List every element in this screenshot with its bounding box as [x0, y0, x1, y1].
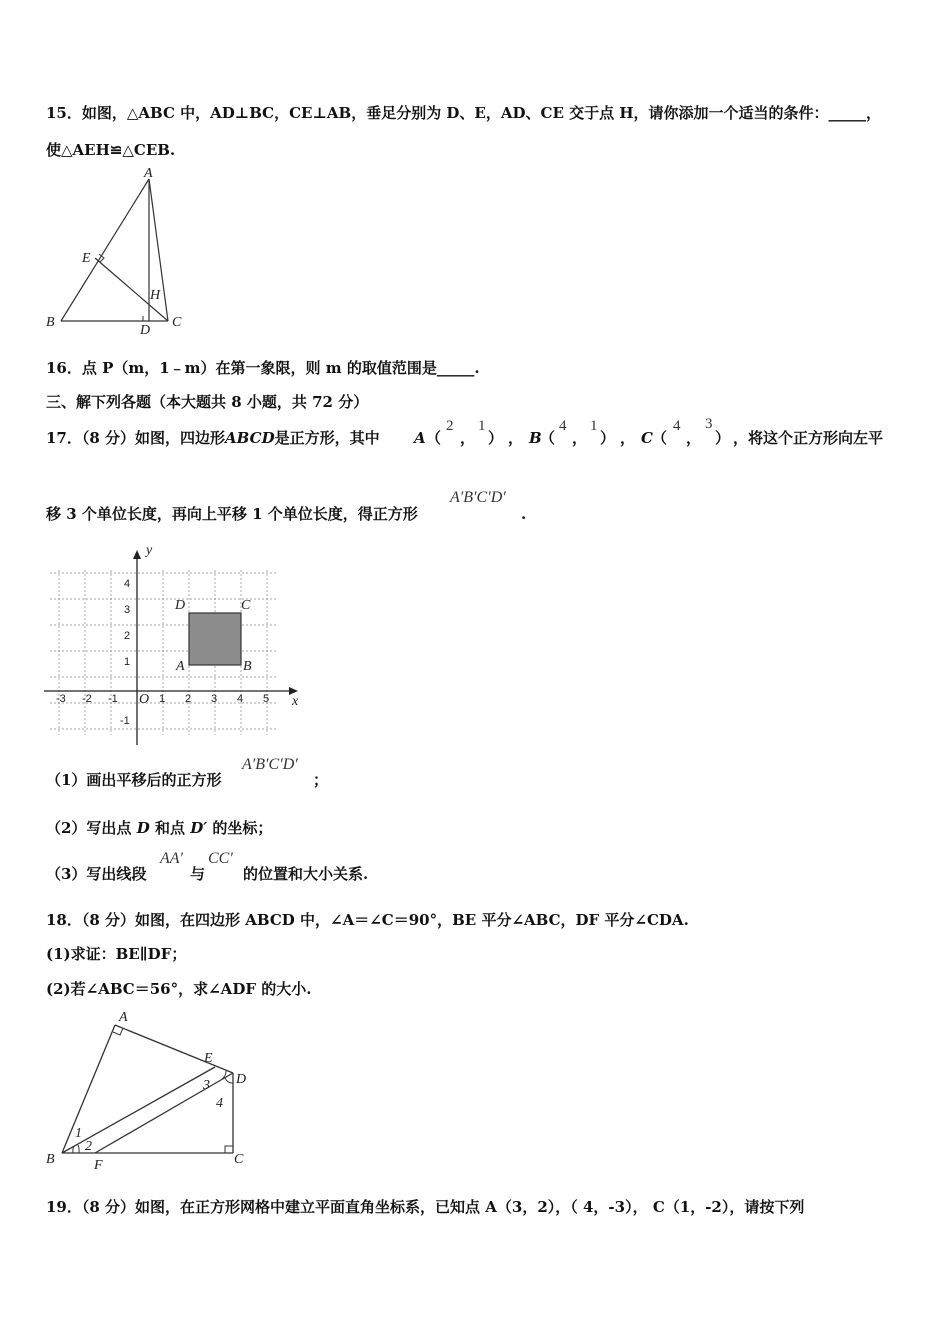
q17-origin-label: O — [139, 692, 150, 707]
q17-x-tick: 3 — [211, 693, 218, 705]
q17-sub3-cc: CC′ — [208, 850, 233, 867]
q17-sub1-square-label: A′B′C′D′ — [242, 756, 298, 773]
q17-a-x: 2 — [446, 418, 454, 434]
q18-label-f: F — [94, 1158, 103, 1173]
q17-x-tick: -1 — [108, 693, 118, 705]
q17-abcd: ABCD — [225, 429, 275, 447]
q18-label-c: C — [234, 1152, 244, 1167]
q17-tail: ，将这个正方形向左平 — [733, 429, 884, 447]
q17-c-rparen: ） — [715, 429, 731, 447]
q17-c-y: 3 — [705, 416, 713, 432]
q18-label-e: E — [204, 1051, 213, 1066]
q17-square-abcd — [189, 613, 241, 665]
q17-a-lparen: （ — [426, 429, 442, 447]
q18-angle-2: 2 — [85, 1139, 92, 1154]
q18-sub2: (2)若∠ABC＝56°，求∠ADF 的大小. — [46, 980, 312, 998]
q18-angle-4: 4 — [216, 1096, 223, 1111]
q17-y-tick: 2 — [124, 630, 131, 642]
q17-sub1: （1）画出平移后的正方形 — [46, 771, 222, 789]
q17-point-c-label: C — [641, 429, 653, 447]
q17-x-tick: 5 — [263, 693, 270, 705]
q17-vertex-d: D — [175, 598, 186, 613]
q17-point-a-label: A — [414, 429, 426, 447]
q17-sub2-mid: 和点 — [154, 819, 185, 837]
q17-sub3-aa: AA′ — [160, 850, 184, 867]
q17-axis-x-label: x — [292, 694, 299, 709]
q15-line1: 15．如图，△ABC 中，AD⊥BC，CE⊥AB，垂足分别为 D、E，AD、CE 交于点 H，请你添加一个适当的条件：_____， — [46, 104, 881, 122]
q15-triangle-figure — [40, 166, 190, 338]
q15-label-a: A — [144, 166, 153, 181]
q17-comma-2: ， — [620, 429, 636, 447]
q15-label-h: H — [150, 288, 161, 303]
q17-c-x: 4 — [673, 418, 681, 434]
q17-x-tick: -3 — [56, 693, 66, 705]
q17-line2-period: . — [521, 505, 527, 523]
q17-is-square: 是正方形，其中 — [274, 429, 380, 447]
q17-prime-square-label: A′B′C′D′ — [450, 489, 506, 506]
q17-a-rparen: ） — [488, 429, 504, 447]
q18-label-b: B — [46, 1152, 55, 1167]
q17-sub2 — [46, 818, 272, 838]
q15-label-d: D — [140, 323, 151, 338]
q17-x-tick: 2 — [185, 693, 192, 705]
q16-text: 16．点 P（m，1﹣m）在第一象限，则 m 的取值范围是_____. — [46, 359, 480, 377]
q18-sub1: (1)求证：BE∥DF； — [46, 945, 187, 963]
q17-c-lparen: （ — [652, 429, 668, 447]
q17-axis-y-label: y — [146, 543, 153, 558]
q17-sub2-end: 的坐标； — [212, 819, 273, 837]
q18-quadrilateral-figure — [40, 1005, 260, 1173]
q17-sub2-dprime: D′ — [190, 819, 208, 837]
q17-a-sep: ， — [460, 429, 476, 447]
section3-title: 三、解下列各题（本大题共 8 小题，共 72 分） — [46, 393, 369, 411]
q17-c-sep: ， — [686, 429, 702, 447]
q17-y-tick: 4 — [124, 578, 131, 590]
q17-b-sep: ， — [572, 429, 588, 447]
q17-vertex-a: A — [176, 659, 185, 674]
q17-coordinate-graph — [40, 540, 310, 750]
q17-number: 17．（8 分）如图，四边形 — [46, 429, 226, 447]
q18-label-a: A — [119, 1010, 128, 1025]
q17-sub3-pre: （3）写出线段 — [46, 865, 147, 883]
q17-comma-1: ， — [508, 429, 524, 447]
q17-x-tick: -2 — [82, 693, 92, 705]
q17-sub3-end: 的位置和大小关系. — [243, 865, 369, 883]
q17-b-x: 4 — [559, 418, 567, 434]
q15-label-c: C — [172, 315, 182, 330]
q17-x-tick: 4 — [237, 693, 244, 705]
q17-line1 — [46, 428, 380, 448]
q17-y-tick: 1 — [124, 656, 131, 668]
q15-line2: 使△AEH≌△CEB. — [46, 141, 176, 159]
q17-line2: 移 3 个单位长度，再向上平移 1 个单位长度，得正方形 — [46, 505, 418, 523]
q17-grid — [50, 570, 276, 735]
q17-vertex-c: C — [241, 598, 251, 613]
q17-y-tick: 3 — [124, 604, 131, 616]
q19-text: 19．（8 分）如图，在正方形网格中建立平面直角坐标系，已知点 A（3，2），（ 4，-3）， C（1，-2），请按下列 — [46, 1198, 805, 1216]
q17-sub2-pre: （2）写出点 — [46, 819, 132, 837]
q17-b-y: 1 — [590, 418, 598, 434]
q17-sub1-end: ； — [313, 771, 329, 789]
q17-x-tick: 1 — [159, 693, 166, 705]
q17-a-y: 1 — [478, 418, 486, 434]
q18-angle-1: 1 — [75, 1126, 82, 1141]
q17-point-b-label: B — [529, 429, 542, 447]
q17-b-lparen: （ — [540, 429, 556, 447]
q17-y-tick: -1 — [120, 715, 130, 727]
q17-b-rparen: ） — [600, 429, 616, 447]
q18-line1: 18．（8 分）如图，在四边形 ABCD 中，∠A＝∠C＝90°，BE 平分∠ABC，DF 平分∠CDA. — [46, 911, 689, 929]
q15-label-b: B — [46, 315, 55, 330]
q17-sub2-d: D — [136, 819, 150, 837]
q18-label-d: D — [236, 1072, 247, 1087]
q18-angle-3: 3 — [203, 1078, 210, 1093]
q15-label-e: E — [82, 251, 91, 266]
q17-sub3-with: 与 — [190, 865, 206, 883]
q17-vertex-b: B — [243, 659, 252, 674]
